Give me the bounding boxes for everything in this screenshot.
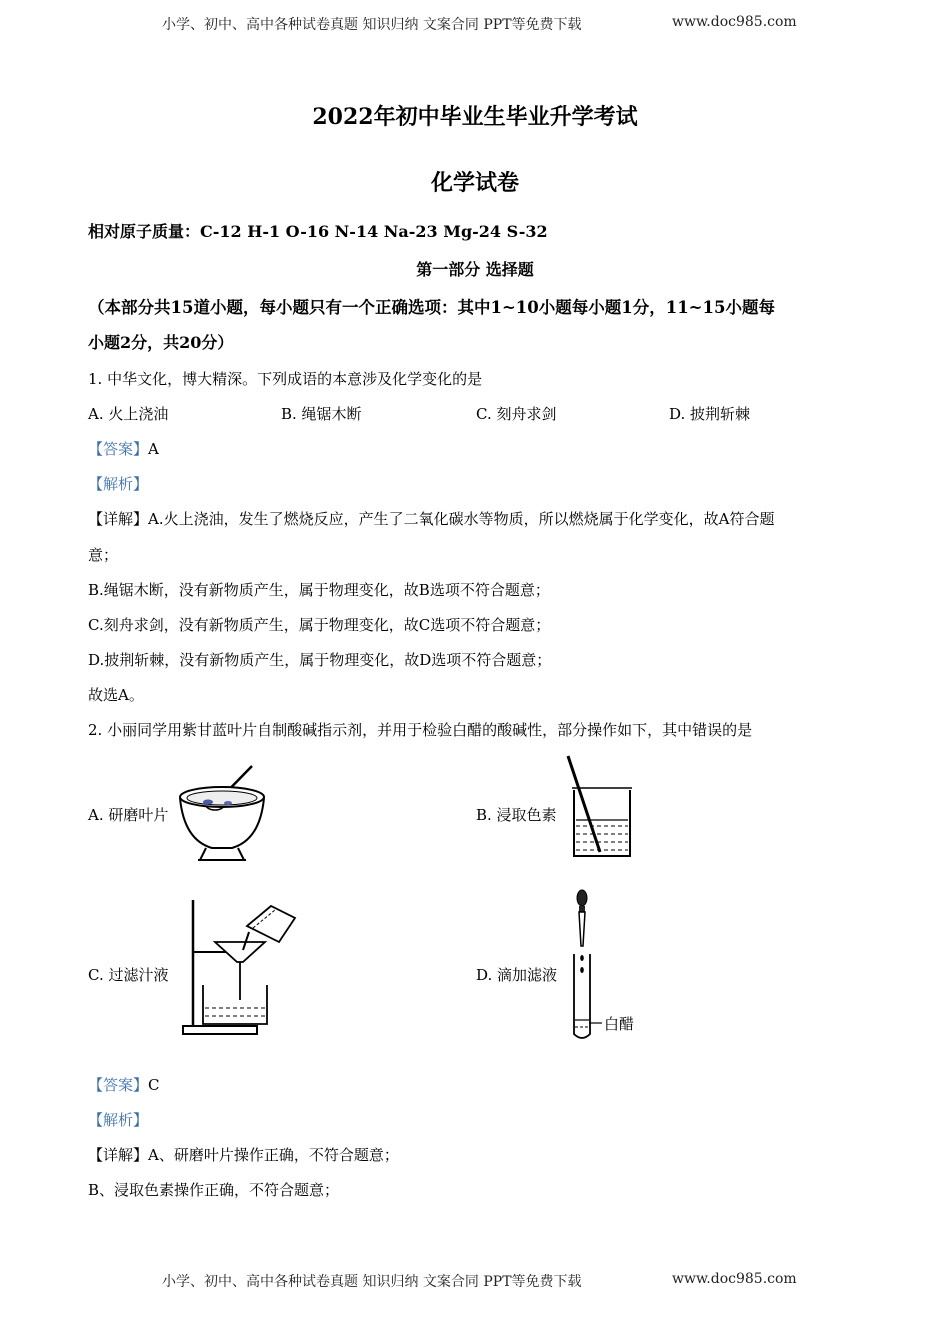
atomic-mass-line: 相对原子质量：C-12 H-1 O-16 N-14 Na-23 Mg-24 S-32 [88, 222, 548, 241]
q1-option-d: D. 披荆斩棘 [669, 405, 751, 423]
q1-option-b: B. 绳锯木断 [281, 405, 362, 423]
q1-option-a: A. 火上浇油 [88, 405, 169, 423]
mortar-pestle-illustration [170, 762, 270, 867]
page-header-text: 小学、初中、高中各种试卷真题 知识归纳 文案合同 PPT等免费下载 [162, 17, 582, 33]
section-note-line1: （本部分共15道小题，每小题只有一个正确选项：其中1~10小题每小题1分，11~15小题每 [88, 298, 775, 317]
answer-value: C [148, 1076, 160, 1094]
answer-tag: 【答案】 [88, 1076, 149, 1094]
section-note-line2: 小题2分，共20分） [88, 333, 234, 352]
page-footer-site[interactable]: www.doc985.com [672, 1271, 797, 1287]
exam-title: 2022年初中毕业生毕业升学考试 [312, 104, 638, 130]
exam-subtitle: 化学试卷 [430, 170, 519, 196]
detail-tag: 【详解】 [88, 510, 149, 528]
q2-option-a: A. 研磨叶片 [88, 806, 169, 824]
q1-conclusion: 故选A。 [88, 686, 144, 704]
detail-text: A、研磨叶片操作正确，不符合题意； [148, 1146, 399, 1164]
q1-option-c: C. 刻舟求剑 [476, 405, 557, 423]
section-title: 第一部分 选择题 [416, 260, 534, 279]
detail-tag: 【详解】 [88, 1146, 149, 1164]
answer-tag: 【答案】 [88, 440, 149, 458]
q1-detail-1b: 意； [88, 546, 119, 564]
q1-analysis-tag: 【解析】 [88, 475, 149, 493]
q1-stem: 1. 中华文化，博大精深。下列成语的本意涉及化学变化的是 [88, 370, 483, 388]
answer-value: A [148, 440, 159, 458]
q2-analysis-tag: 【解析】 [88, 1111, 149, 1129]
q2-option-d: D. 滴加滤液 [476, 966, 558, 984]
q1-answer [88, 438, 159, 459]
q2-detail-a [88, 1144, 399, 1165]
q2-answer [88, 1074, 160, 1095]
q1-detail-2: B.绳锯木断，没有新物质产生，属于物理变化，故B选项不符合题意； [88, 581, 550, 599]
page-header-site[interactable]: www.doc985.com [672, 14, 797, 30]
q2-option-b: B. 浸取色素 [476, 806, 557, 824]
q2-option-c: C. 过滤汁液 [88, 966, 169, 984]
q2-detail-b: B、浸取色素操作正确，不符合题意； [88, 1181, 340, 1199]
filtration-illustration [175, 890, 310, 1040]
beaker-rod-illustration [560, 752, 640, 862]
detail-text: A.火上浇油，发生了燃烧反应，产生了二氧化碳水等物质，所以燃烧属于化学变化，故A符合题 [148, 510, 775, 528]
q2-stem: 2. 小丽同学用紫甘蓝叶片自制酸碱指示剂，并用于检验白醋的酸碱性，部分操作如下，其中错误的是 [88, 721, 753, 739]
q1-detail-1a [88, 508, 774, 529]
vinegar-label: 白醋 [604, 1015, 635, 1033]
q1-detail-3: C.刻舟求剑，没有新物质产生，属于物理变化，故C选项不符合题意； [88, 616, 551, 634]
q1-detail-4: D.披荆斩棘，没有新物质产生，属于物理变化，故D选项不符合题意； [88, 651, 552, 669]
page-footer-text: 小学、初中、高中各种试卷真题 知识归纳 文案合同 PPT等免费下载 [162, 1274, 582, 1290]
